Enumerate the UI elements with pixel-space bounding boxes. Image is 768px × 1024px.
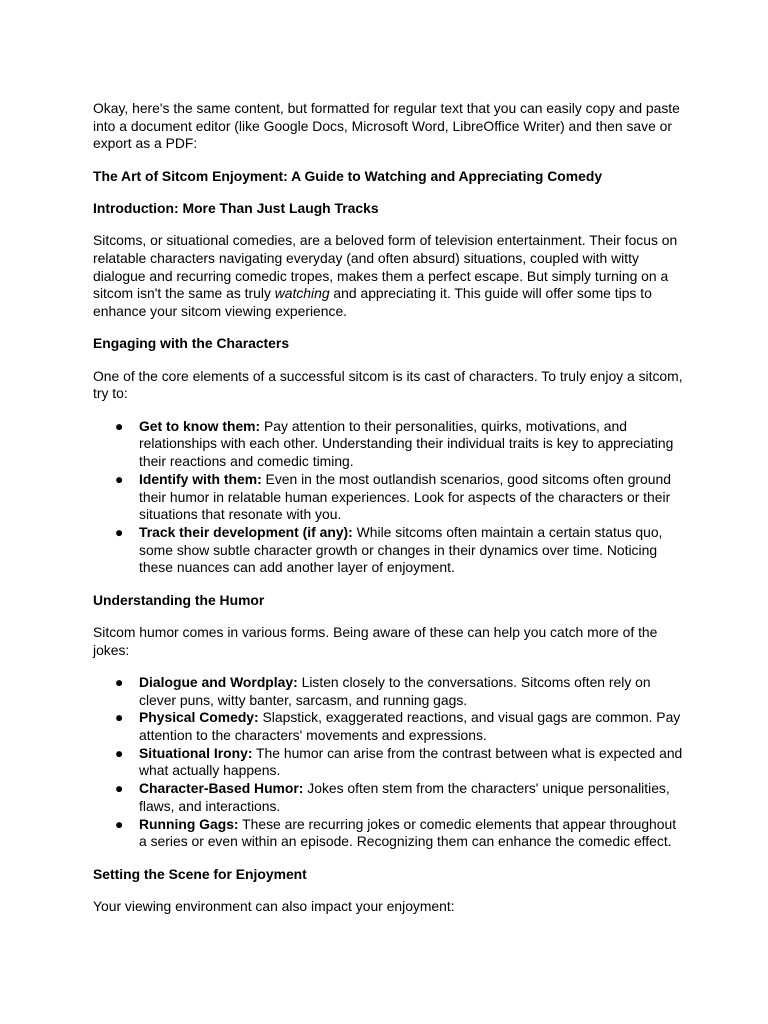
list-item-term: Identify with them: (139, 470, 262, 487)
list-item-term: Physical Comedy: (139, 709, 259, 726)
list-item-text: Slapstick, exaggerated reactions, and visual gags are common. Pay attention to the characters' movements and expressions. (139, 709, 681, 744)
bullet-icon: ● (115, 417, 124, 434)
humor-lead: Sitcom humor comes in various forms. Being aware of these can help you catch more of the jokes: (93, 623, 658, 658)
list-item-text: These are recurring jokes or comedic elements that appear throughout a series or even within an episode. Recognizing them can enhance the comedic effect. (139, 815, 677, 850)
bullet-icon: ● (115, 780, 124, 797)
list-item-term: Running Gags: (139, 815, 239, 832)
introduction-heading: Introduction: More Than Just Laugh Tracks (93, 200, 379, 216)
characters-heading: Engaging with the Characters (93, 335, 290, 352)
characters-lead: One of the core elements of a successful sitcom is its cast of characters. To truly enjoy a sitcom, try to: (93, 367, 683, 402)
introduction-text-before: Sitcoms, or situational comedies, are a beloved form of television entertainment. Their focus on relatable characters navigating everyday (and often absurd) situations, coupled with witty dialogue and recurring comedic tropes, makes them a perfect escape. But simply turning on a sitcom isn't the same as truly (93, 232, 678, 302)
document-title: The Art of Sitcom Enjoyment: A Guide to Watching and Appreciating Comedy (93, 167, 603, 184)
introduction-paragraph (93, 232, 683, 321)
document-page (93, 100, 683, 930)
list-item-text: Jokes often stem from the characters' unique personalities, flaws, and interactions. (139, 780, 670, 814)
list-item-text: Pay attention to their personalities, quirks, motivations, and relationships with each other. Understanding their individual traits is key to appreciating their reactions and comedic timing. (139, 417, 674, 470)
bullet-icon: ● (115, 470, 124, 487)
list-item-text: The humor can arise from the contrast between what is expected and what actually happens. (139, 744, 683, 779)
humor-heading: Understanding the Humor (93, 591, 265, 608)
list-item-text: While sitcoms often maintain a certain status quo, some show subtle character growth or changes in their dynamics over time. Noticing these nuances can add another layer of enjoyment. (139, 523, 663, 576)
list-item-term: Track their development (if any): (139, 523, 353, 540)
list-item (115, 470, 683, 524)
list-item (115, 417, 683, 471)
list-item-term: Get to know them: (139, 417, 261, 434)
list-item-term: Situational Irony: (139, 744, 253, 761)
bullet-icon: ● (115, 744, 124, 761)
bullet-icon: ● (115, 709, 124, 726)
introduction-text-after: and appreciating it. This guide will offer some tips to enhance your sitcom viewing experience. (93, 285, 652, 320)
bullet-icon: ● (115, 523, 124, 540)
list-item (115, 744, 683, 780)
intro-note: Okay, here's the same content, but formatted for regular text that you can easily copy and paste into a document editor (like Google Docs, Microsoft Word, LibreOffice Writer) and then save or export as a PDF: (93, 100, 680, 152)
scene-heading: Setting the Scene for Enjoyment (93, 865, 307, 882)
list-item (115, 709, 683, 744)
list-item-term: Dialogue and Wordplay: (139, 673, 298, 690)
introduction-emphasis: watching (274, 285, 330, 302)
list-item-term: Character-Based Humor: (139, 780, 304, 797)
bullet-icon: ● (115, 673, 124, 690)
humor-list (93, 674, 683, 851)
list-item (115, 673, 683, 709)
list-item (115, 780, 683, 815)
bullet-icon: ● (115, 815, 124, 832)
list-item (115, 523, 683, 577)
characters-list (93, 418, 683, 577)
list-item-text: Even in the most outlandish scenarios, good sitcoms often ground their humor in relatable human experiences. Look for aspects of the characters or their situations that resonate with you. (139, 470, 671, 523)
list-item (115, 815, 683, 851)
scene-lead: Your viewing environment can also impact your enjoyment: (93, 897, 455, 914)
list-item-text: Listen closely to the conversations. Sitcoms often rely on clever puns, witty banter, sarcasm, and running gags. (139, 673, 651, 708)
